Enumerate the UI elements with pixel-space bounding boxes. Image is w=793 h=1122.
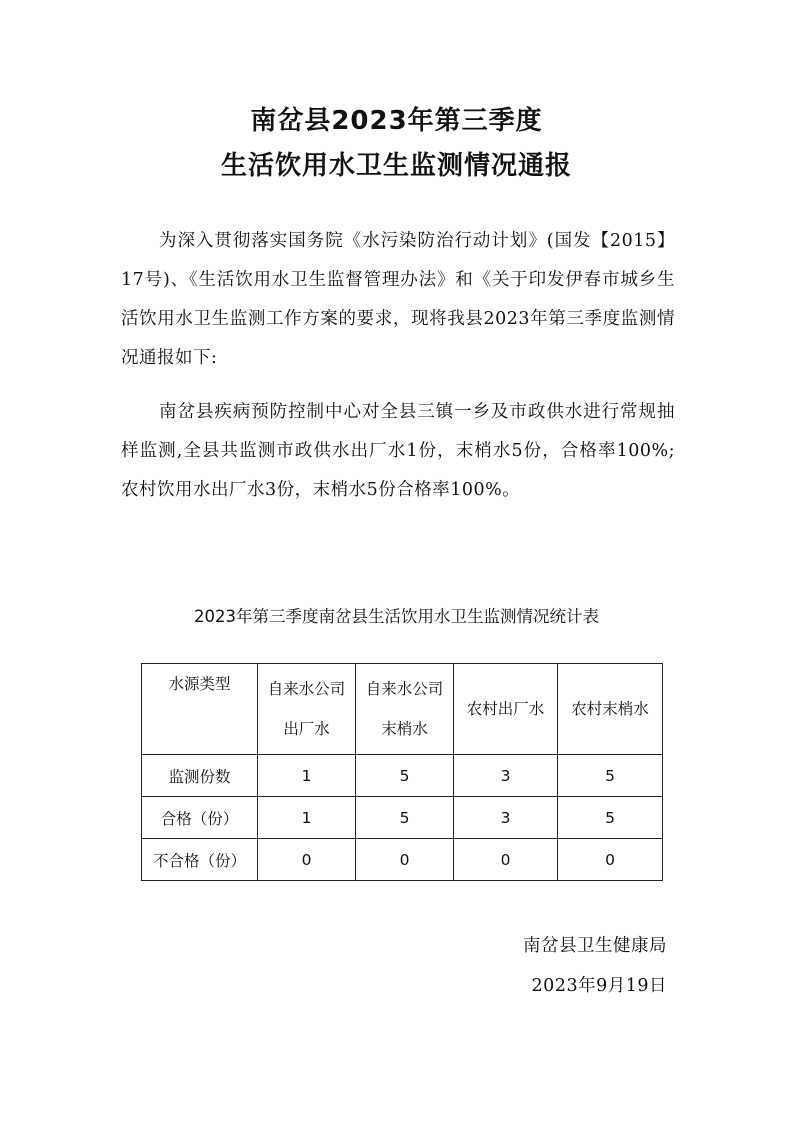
- header-rural-outlet-water: 农村出厂水: [466, 700, 545, 718]
- table-row: [142, 755, 663, 797]
- table-cell: 0: [454, 839, 558, 881]
- table-header-row: [142, 664, 663, 755]
- table-cell: 0: [258, 839, 356, 881]
- table-cell: 5: [356, 755, 454, 797]
- table-cell: 3: [454, 797, 558, 839]
- header-city-outlet-water: 自来水公司出厂水: [267, 680, 346, 738]
- table-cell: 5: [558, 755, 663, 797]
- table-header-cell: [258, 664, 356, 755]
- table-row: [142, 839, 663, 881]
- paragraph-intro: 为深入贯彻落实国务院《水污染防治行动计划》(国发【2015】17号)、《生活饮用水卫生监督管理办法》和《关于印发伊春市城乡生活饮用水卫生监测工作方案的要求，现将我县2023年第三季度监测情况通报如下:: [121, 231, 675, 368]
- table-header-cell: [142, 664, 258, 755]
- row-label: 监测份数: [142, 755, 258, 797]
- header-rural-terminal-water: 农村末梢水: [571, 700, 649, 718]
- document-title-line2: 生活饮用水卫生监测情况通报: [220, 151, 572, 181]
- table-cell: 5: [356, 797, 454, 839]
- table-caption: 2023年第三季度南岔县生活饮用水卫生监测情况统计表: [194, 607, 599, 626]
- header-water-source-type: 水源类型: [168, 675, 231, 693]
- document-title-line1: 南岔县2023年第三季度: [250, 106, 543, 136]
- table-cell: 0: [356, 839, 454, 881]
- paragraph-results: 南岔县疾病预防控制中心对全县三镇一乡及市政供水进行常规抽样监测,全县共监测市政供水出厂水1份，末梢水5份，合格率100%;农村饮用水出厂水3份，末梢水5份合格率100%。: [121, 402, 675, 500]
- table-cell: 1: [258, 755, 356, 797]
- table-cell: 1: [258, 797, 356, 839]
- table-header-cell: [454, 664, 558, 755]
- table-cell: 3: [454, 755, 558, 797]
- monitoring-stats-table: [141, 663, 663, 881]
- row-label: 合格（份）: [142, 797, 258, 839]
- table-row: [142, 797, 663, 839]
- header-city-terminal-water: 自来水公司末梢水: [365, 680, 444, 738]
- table-header-cell: [356, 664, 454, 755]
- table-cell: 5: [558, 797, 663, 839]
- signature-date: 2023年9月19日: [531, 976, 667, 996]
- signature-organization: 南岔县卫生健康局: [523, 936, 667, 956]
- row-label: 不合格（份）: [142, 839, 258, 881]
- table-cell: 0: [558, 839, 663, 881]
- table-header-cell: [558, 664, 663, 755]
